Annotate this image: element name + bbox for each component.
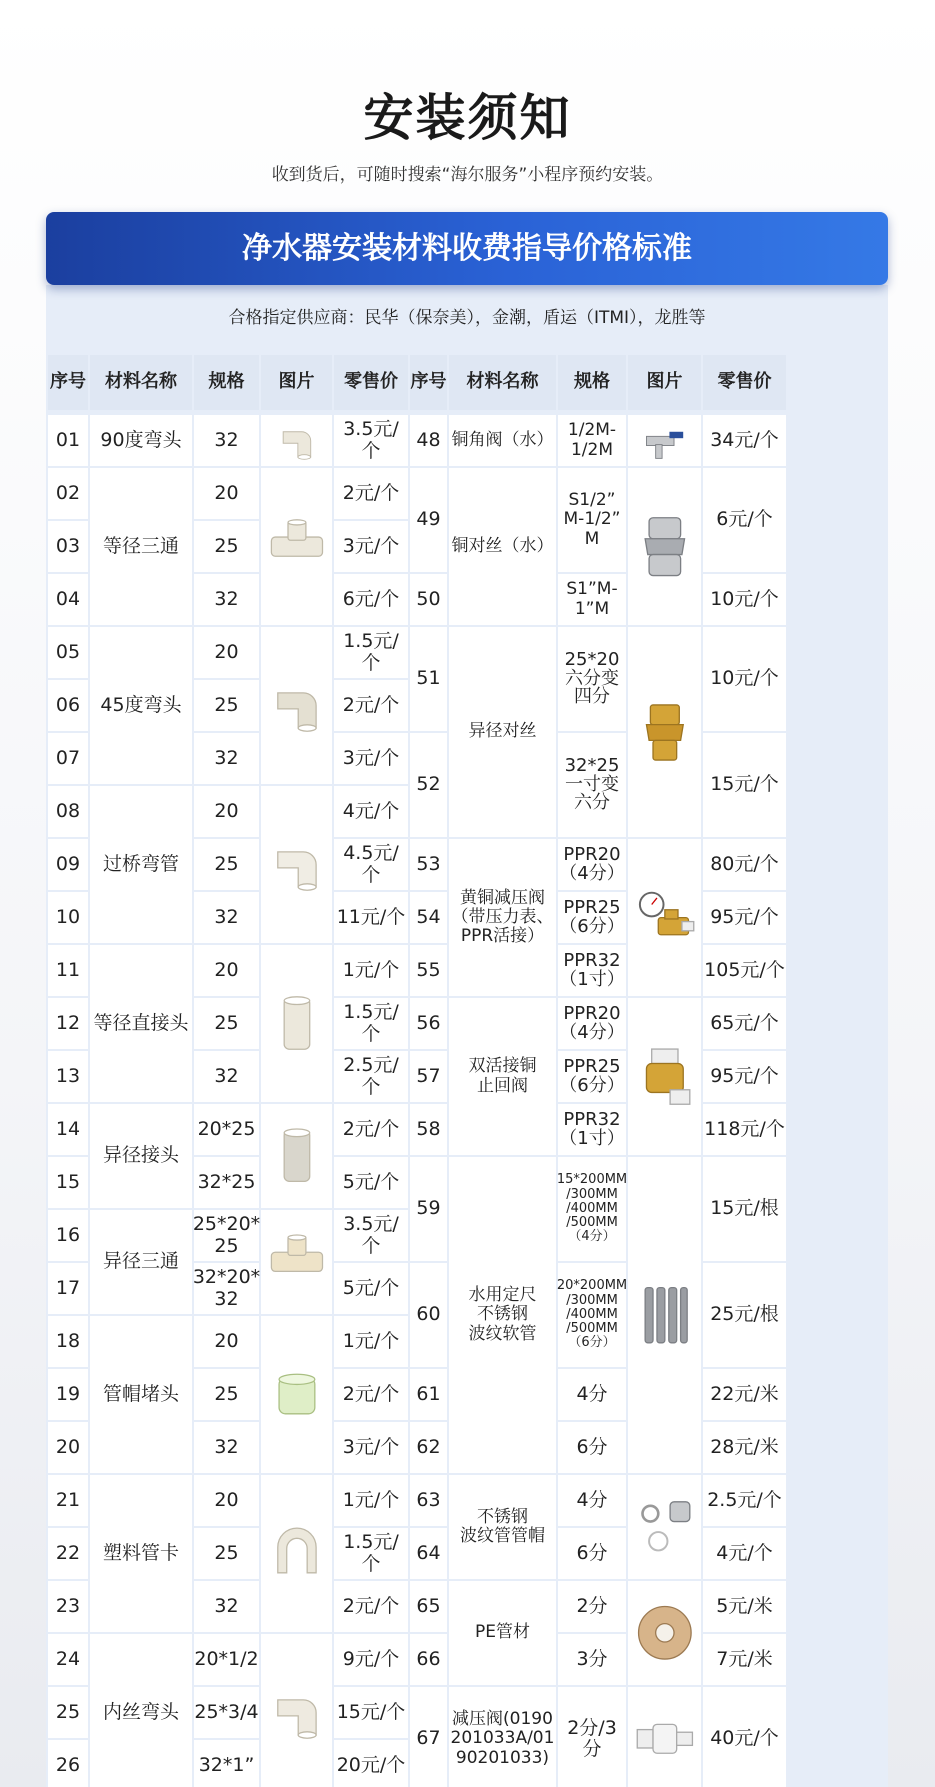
row-number: 11 [48,945,88,996]
product-image [261,1634,332,1787]
row-number: 23 [48,1581,88,1632]
row-number: 19 [48,1369,88,1420]
column-header: 规格 [194,355,259,410]
tee-icon [261,468,332,625]
price-cell: 4元/个 [334,786,408,837]
spec-cell: 32 [194,733,259,784]
price-cell: 5元/个 [334,1263,408,1314]
material-name-cell: 异径三通 [90,1210,192,1314]
price-table [48,355,886,1787]
price-cell: 2元/个 [334,680,408,731]
row-number: 26 [48,1740,88,1787]
price-cell: 2.5元/个 [334,1051,408,1102]
pressure-valve-icon [628,839,701,996]
column-header: 图片 [261,355,332,410]
row-number: 21 [48,1475,88,1526]
price-cell: 3元/个 [334,521,408,572]
reducer-icon [261,1104,332,1208]
price-cell: 118元/个 [703,1104,786,1155]
spec-cell: 20 [194,1475,259,1526]
spec-cell: 3分 [558,1634,626,1685]
spec-cell: PPR20 （4分） [558,998,626,1049]
material-name-cell: 异径对丝 [449,627,556,837]
row-number: 22 [48,1528,88,1579]
row-number: 08 [48,786,88,837]
price-cell: 3元/个 [334,733,408,784]
spec-cell: 20 [194,468,259,519]
spec-cell: PPR25 （6分） [558,892,626,943]
material-name-cell: 等径直接头 [90,945,192,1102]
spec-cell: 25 [194,521,259,572]
price-cell: 6元/个 [703,468,786,572]
price-cell: 5元/米 [703,1581,786,1632]
row-number: 57 [410,1051,447,1102]
row-number: 05 [48,627,88,678]
price-cell: 1元/个 [334,1316,408,1367]
spec-cell: 20 [194,786,259,837]
product-image [261,415,332,466]
spec-cell: 25 [194,839,259,890]
product-image [628,839,701,996]
spec-cell: 20*25 [194,1104,259,1155]
spec-cell: 2分 [558,1581,626,1632]
row-number: 25 [48,1687,88,1738]
spec-cell: 15*200MM /300MM /400MM /500MM （4分） [558,1157,626,1261]
supplier-note: 合格指定供应商：民华（保奈美），金潮，盾运（ITMI），龙胜等 [228,308,706,328]
price-cell: 105元/个 [703,945,786,996]
price-cell: 1.5元/个 [334,627,408,678]
product-image [628,1157,701,1473]
price-cell: 20元/个 [334,1740,408,1787]
price-cell: 22元/米 [703,1369,786,1420]
spec-cell: 20*1/2 [194,1634,259,1685]
price-cell: 5元/个 [334,1157,408,1208]
product-image [628,1475,701,1579]
material-name-cell: 等径三通 [90,468,192,625]
column-header: 规格 [558,355,626,410]
spec-cell: 20 [194,945,259,996]
spec-cell: 32 [194,1581,259,1632]
product-image [628,415,701,466]
row-number: 17 [48,1263,88,1314]
spec-cell: PPR32 （1寸） [558,945,626,996]
pressure-reducer-icon [628,1687,701,1787]
row-number: 60 [410,1263,447,1367]
row-number: 51 [410,627,447,731]
price-cell: 2元/个 [334,1369,408,1420]
column-header: 序号 [48,355,88,410]
price-cell: 4元/个 [703,1528,786,1579]
price-cell: 80元/个 [703,839,786,890]
price-cell: 1元/个 [334,945,408,996]
spec-cell: 25 [194,1528,259,1579]
row-number: 18 [48,1316,88,1367]
price-cell: 1元/个 [334,1475,408,1526]
price-cell: 9元/个 [334,1634,408,1685]
pe-tube-coil-icon [628,1581,701,1685]
price-cell: 34元/个 [703,415,786,466]
row-number: 10 [48,892,88,943]
row-number: 06 [48,680,88,731]
spec-cell: S1”M- 1”M [558,574,626,625]
row-number: 14 [48,1104,88,1155]
row-number: 67 [410,1687,447,1787]
price-cell: 95元/个 [703,1051,786,1102]
spec-cell: 32 [194,892,259,943]
price-cell: 6元/个 [334,574,408,625]
spec-cell: PPR20 （4分） [558,839,626,890]
spec-cell: 32 [194,415,259,466]
product-image [261,1316,332,1473]
row-number: 61 [410,1369,447,1420]
reducing-tee-icon [261,1210,332,1314]
spec-cell: PPR25 （6分） [558,1051,626,1102]
spec-cell: 32 [194,1051,259,1102]
spec-cell: 32*25 [194,1157,259,1208]
column-header: 图片 [628,355,701,410]
threaded-elbow-icon [261,1634,332,1787]
price-cell: 11元/个 [334,892,408,943]
price-cell: 1.5元/个 [334,998,408,1049]
page-title: 安装须知 [363,89,572,147]
spec-cell: 20*200MM /300MM /400MM /500MM （6分） [558,1263,626,1367]
row-number: 52 [410,733,447,837]
spec-cell: 6分 [558,1528,626,1579]
page-subtitle: 收到货后，可随时搜索“海尔服务”小程序预约安装。 [271,165,664,185]
spec-cell: 20 [194,627,259,678]
row-number: 48 [410,415,447,466]
product-image [261,1210,332,1314]
spec-cell: 2分/3分 [558,1687,626,1787]
row-number: 20 [48,1422,88,1473]
spec-cell: 25*20* 25 [194,1210,259,1261]
spec-cell: 32 [194,1422,259,1473]
material-name-cell: 管帽堵头 [90,1316,192,1473]
price-cell: 3.5元/个 [334,1210,408,1261]
row-number: 03 [48,521,88,572]
price-cell: 95元/个 [703,892,786,943]
pipe-cap-icon [261,1316,332,1473]
corrugated-hose-icon [628,1157,701,1473]
spec-cell: 4分 [558,1369,626,1420]
pipe-clip-icon [261,1475,332,1632]
spec-cell: 25 [194,998,259,1049]
price-cell: 10元/个 [703,627,786,731]
product-image [261,945,332,1102]
material-name-cell: 不锈钢 波纹管管帽 [449,1475,556,1579]
bridge-pipe-icon [261,786,332,943]
row-number: 49 [410,468,447,572]
price-cell: 2.5元/个 [703,1475,786,1526]
product-image [628,998,701,1155]
price-cell: 15元/个 [703,733,786,837]
row-number: 53 [410,839,447,890]
hose-cap-icon [628,1475,701,1579]
product-image [261,627,332,784]
price-cell: 10元/个 [703,574,786,625]
spec-cell: 25 [194,1369,259,1420]
material-name-cell: 减压阀(0190 201033A/01 90201033) [449,1687,556,1787]
product-image [261,786,332,943]
check-valve-icon [628,998,701,1155]
material-name-cell: 内丝弯头 [90,1634,192,1787]
material-name-cell: 铜角阀（水） [449,415,556,466]
row-number: 16 [48,1210,88,1261]
spec-cell: 32*25 一寸变 六分 [558,733,626,837]
price-cell: 28元/米 [703,1422,786,1473]
price-cell: 65元/个 [703,998,786,1049]
material-name-cell: 塑料管卡 [90,1475,192,1632]
row-number: 63 [410,1475,447,1526]
table-banner: 净水器安装材料收费指导价格标准 [46,212,888,285]
row-number: 02 [48,468,88,519]
spec-cell: 4分 [558,1475,626,1526]
spec-cell: 32*20* 32 [194,1263,259,1314]
row-number: 62 [410,1422,447,1473]
material-name-cell: 双活接铜 止回阀 [449,998,556,1155]
material-name-cell: 水用定尺 不锈钢 波纹软管 [449,1157,556,1473]
price-cell: 15元/根 [703,1157,786,1261]
row-number: 13 [48,1051,88,1102]
product-image [628,1581,701,1685]
row-number: 65 [410,1581,447,1632]
row-number: 15 [48,1157,88,1208]
row-number: 66 [410,1634,447,1685]
row-number: 64 [410,1528,447,1579]
spec-cell: 25*20 六分变 四分 [558,627,626,731]
row-number: 04 [48,574,88,625]
spec-cell: 6分 [558,1422,626,1473]
spec-cell: 1/2M- 1/2M [558,415,626,466]
price-cell: 1.5元/个 [334,1528,408,1579]
material-name-cell: PE管材 [449,1581,556,1685]
material-name-cell: 黄铜减压阀 （带压力表、 PPR活接） [449,839,556,996]
reducing-nipple-icon [628,627,701,837]
price-cell: 3元/个 [334,1422,408,1473]
elbow45-icon [261,627,332,784]
product-image [261,1104,332,1208]
spec-cell: 25*3/4 [194,1687,259,1738]
spec-cell: 25 [194,680,259,731]
column-header: 材料名称 [90,355,192,410]
price-cell: 15元/个 [334,1687,408,1738]
column-header: 序号 [410,355,447,410]
product-image [628,1687,701,1787]
spec-cell: 20 [194,1316,259,1367]
product-image [628,627,701,837]
row-number: 56 [410,998,447,1049]
coupling-icon [261,945,332,1102]
product-image [628,468,701,625]
row-number: 01 [48,415,88,466]
nipple-icon [628,468,701,625]
price-cell: 4.5元/个 [334,839,408,890]
material-name-cell: 过桥弯管 [90,786,192,943]
spec-cell: S1/2” M-1/2” M [558,468,626,572]
row-number: 58 [410,1104,447,1155]
product-image [261,1475,332,1632]
price-cell: 3.5元/个 [334,415,408,466]
row-number: 50 [410,574,447,625]
price-cell: 25元/根 [703,1263,786,1367]
spec-cell: PPR32 （1寸） [558,1104,626,1155]
product-image [261,468,332,625]
column-header: 材料名称 [449,355,556,410]
row-number: 09 [48,839,88,890]
material-name-cell: 异径接头 [90,1104,192,1208]
material-name-cell: 铜对丝（水） [449,468,556,625]
material-name-cell: 45度弯头 [90,627,192,784]
price-cell: 2元/个 [334,1581,408,1632]
spec-cell: 32 [194,574,259,625]
column-header: 零售价 [703,355,786,410]
row-number: 54 [410,892,447,943]
row-number: 07 [48,733,88,784]
row-number: 12 [48,998,88,1049]
price-cell: 2元/个 [334,1104,408,1155]
material-name-cell: 90度弯头 [90,415,192,466]
row-number: 55 [410,945,447,996]
price-cell: 2元/个 [334,468,408,519]
angle-valve-icon [628,415,701,466]
column-header: 零售价 [334,355,408,410]
row-number: 24 [48,1634,88,1685]
price-cell: 40元/个 [703,1687,786,1787]
price-cell: 7元/米 [703,1634,786,1685]
elbow90-icon [261,415,332,466]
spec-cell: 32*1” [194,1740,259,1787]
row-number: 59 [410,1157,447,1261]
